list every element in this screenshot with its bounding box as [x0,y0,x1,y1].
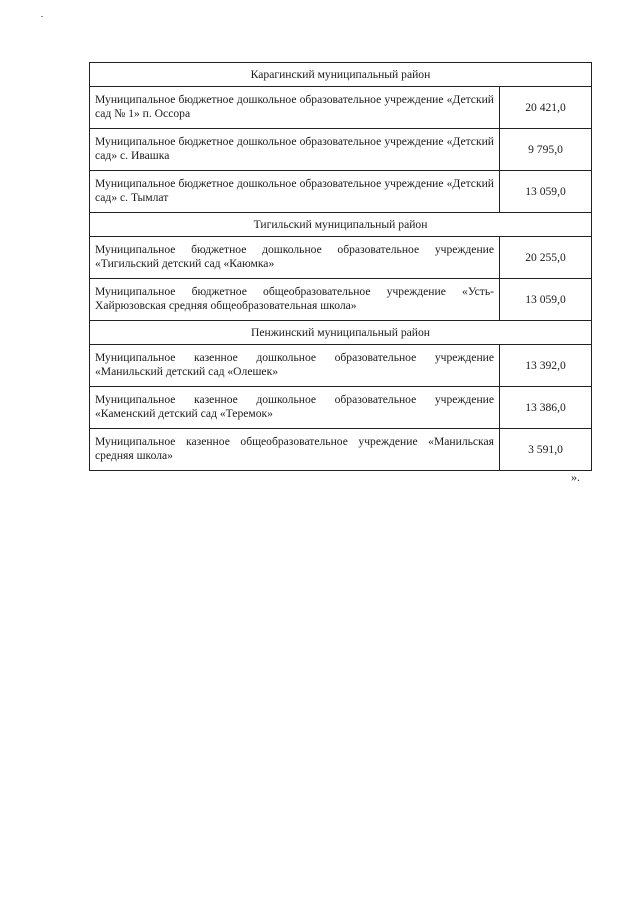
amount-cell: 3 591,0 [500,429,592,471]
table-row [90,387,592,429]
amount-cell: 9 795,0 [500,129,592,171]
amount-cell: 13 059,0 [500,171,592,213]
region-name: Карагинский муниципальный район [90,63,592,87]
institution-name: Муниципальное бюджетное дошкольное образовательное учреждение «Детский сад № 1» п. Оссора [90,87,500,129]
institution-name: Муниципальное казенное дошкольное образовательное учреждение «Манильский детский сад «Олешек» [90,345,500,387]
region-name: Тигильский муниципальный район [90,213,592,237]
amount-cell: 13 392,0 [500,345,592,387]
region-row [90,63,592,87]
closing-quote-mark: ». [571,470,580,484]
table-row [90,429,592,471]
institution-name: Муниципальное бюджетное общеобразовательное учреждение «Усть-Хайрюзовская средняя общеобразовательная школа» [90,279,500,321]
institution-name: Муниципальное бюджетное дошкольное образовательное учреждение «Детский сад» с. Ивашка [90,129,500,171]
region-name: Пенжинский муниципальный район [90,321,592,345]
institution-name: Муниципальное казенное общеобразовательное учреждение «Манильская средняя школа» [90,429,500,471]
funding-table [89,62,592,471]
region-row [90,321,592,345]
scan-mark [41,16,43,17]
table-row [90,129,592,171]
amount-cell: 20 255,0 [500,237,592,279]
amount-cell: 20 421,0 [500,87,592,129]
amount-cell: 13 386,0 [500,387,592,429]
institution-name: Муниципальное казенное дошкольное образовательное учреждение «Каменский детский сад «Теремок» [90,387,500,429]
institution-name: Муниципальное бюджетное дошкольное образовательное учреждение «Тигильский детский сад «Каюмка» [90,237,500,279]
amount-cell: 13 059,0 [500,279,592,321]
table-row [90,345,592,387]
institution-name: Муниципальное бюджетное дошкольное образовательное учреждение «Детский сад» с. Тымлат [90,171,500,213]
table-row [90,171,592,213]
region-row [90,213,592,237]
table-row [90,237,592,279]
table-row [90,87,592,129]
table-row [90,279,592,321]
